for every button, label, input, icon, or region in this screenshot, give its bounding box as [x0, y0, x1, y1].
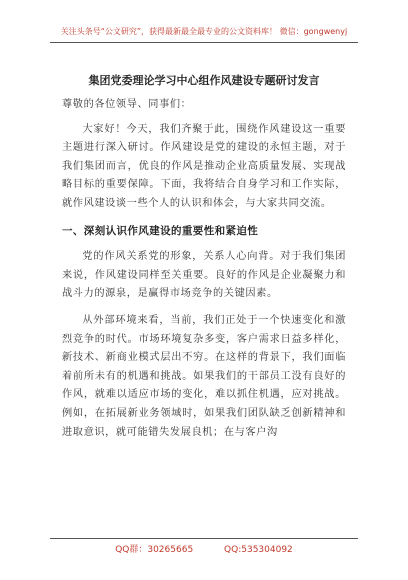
- footer-divider: [50, 538, 358, 539]
- header-note: 关注头条号“公文研究”，获得最新最全最专业的公文资料库！ 微信：gongwenyj: [60, 27, 348, 36]
- paragraph-importance: 党的作风关系党的形象，关系人心向背。对于我们集团来说，作风建设同样至关重要。良好的作风是企业凝聚力和战斗力的源泉，是赢得市场竞争的关键因素。: [62, 251, 346, 300]
- document-title: 集团党委理论学习中心组作风建设专题研讨发言: [88, 74, 320, 87]
- paragraph-intro: 大家好！今天，我们齐聚于此，围绕作风建设这一重要主题进行深入研讨。作风建设是党的建设的永恒主题，对于我们集团而言，优良的作风是推动企业高质量发展、实现战略目标的重要保障。下面，我将结合自身学习和工作实际，就作风建设谈一些个人的认识和体会，与大家共同交流。: [62, 123, 346, 209]
- greeting: 尊敬的各位领导、同事们：: [62, 99, 192, 110]
- section-heading-1: 一、深刻认识作风建设的重要性和紧迫性: [62, 224, 259, 237]
- paragraph-external-environment: 从外部环境来看，当前，我们正处于一个快速变化和激烈竞争的时代。市场环境复杂多变，客户需求日益多样化，新技术、新商业模式层出不穷。在这样的背景下，我们面临着前所未有的机遇和挑战。如果我们的干部员工没有良好的作风，就难以适应市场的变化，难以抓住机遇，应对挑战。例如，在拓展新业务领域时，如果我们团队缺乏创新精神和进取意识，就可能错失发展良机；在与客户沟: [62, 314, 346, 438]
- footer-qq-group: QQ群：30265665: [115, 545, 194, 555]
- document-body: [62, 96, 346, 450]
- footer: [0, 542, 408, 555]
- footer-qq-contact: QQ:535304092: [224, 545, 293, 555]
- header-divider: [50, 42, 358, 43]
